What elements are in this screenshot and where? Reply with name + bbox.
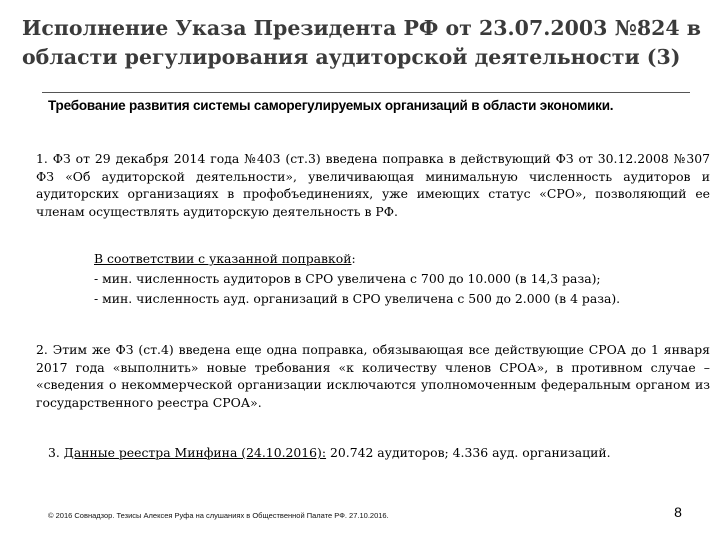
amendment-item-auditors: - мин. численность аудиторов в СРО увеличена с 700 до 10.000 (в 14,3 раза);: [94, 271, 601, 286]
paragraph-3: [48, 444, 708, 462]
paragraph-3-prefix: 3.: [48, 445, 64, 460]
amendment-details: [94, 249, 694, 309]
registry-data-link: Данные реестра Минфина (24.10.2016):: [63, 445, 327, 460]
amendment-heading-text: В соответствии с указанной поправкой: [94, 251, 352, 266]
footer-copyright: © 2016 Совнадзор. Тезисы Алексея Руфа на слушаниях в Общественной Палате РФ. 27.10.2016.: [48, 511, 389, 520]
requirement-heading: Требование развития системы саморегулируемых организаций в области экономики.: [48, 98, 614, 113]
page-number: 8: [674, 504, 682, 520]
page-title: [22, 14, 712, 72]
title-line-2: области регулирования аудиторской деятельности (3): [22, 45, 681, 69]
paragraph-2: 2. Этим же ФЗ (ст.4) введена еще одна поправка, обязывающая все действующие СРОА до 1 января 2017 года «выполнить» новые требования «к количеству членов СРОА», в противном случае – «сведения о некоммерческой организации исключаются уполномоченным федеральным органом из государственного реестра СРОА».: [36, 342, 710, 410]
title-divider: [42, 92, 690, 93]
paragraph-3-rest: 20.742 аудиторов; 4.336 ауд. организаций.: [326, 445, 611, 460]
amendment-heading-colon: :: [351, 251, 356, 266]
amendment-heading: [94, 249, 694, 269]
title-line-1: Исполнение Указа Президента РФ от 23.07.2003 №824 в: [22, 16, 701, 40]
amendment-item-organizations: - мин. численность ауд. организаций в СРО увеличена с 500 до 2.000 (в 4 раза).: [94, 291, 621, 306]
paragraph-1: 1. ФЗ от 29 декабря 2014 года №403 (ст.3) введена поправка в действующий ФЗ от 30.12.2008 №307 ФЗ «Об аудиторской деятельности», увеличивающая минимальную численность аудиторов и аудиторских организациях в профобъединениях, уже имеющих статус «СРО», позволяющий ее членам осуществлять аудиторскую деятельность в РФ.: [36, 151, 710, 219]
